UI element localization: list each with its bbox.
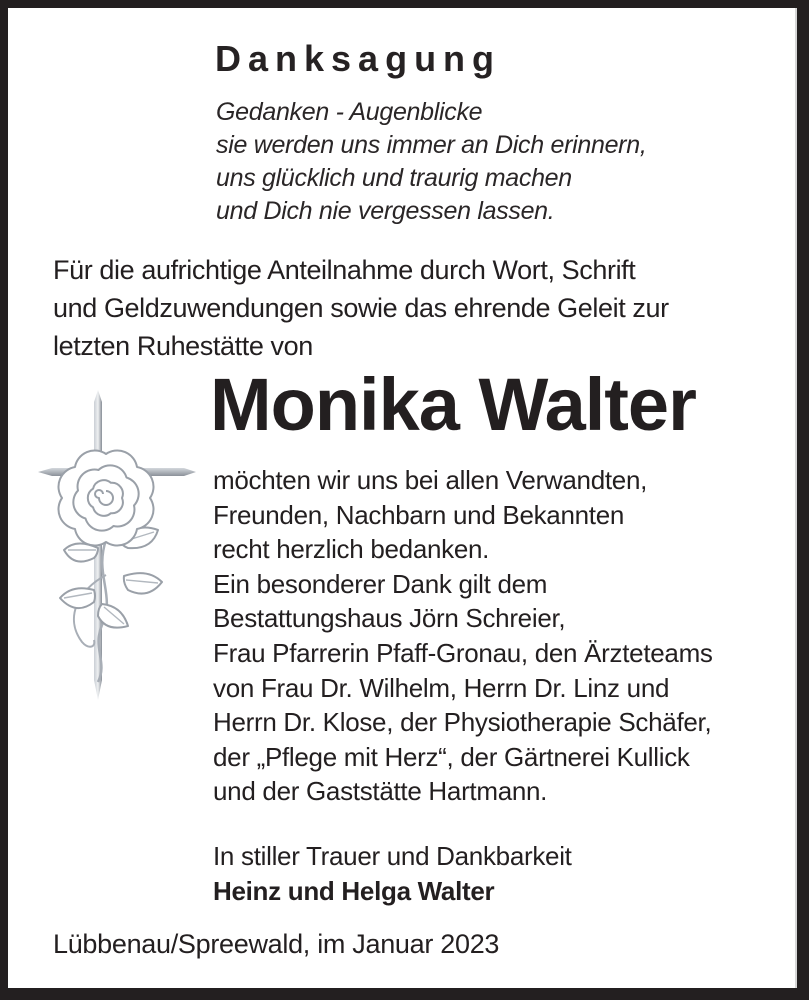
thanks-line: und der Gaststätte Hartmann. [213, 776, 548, 807]
notice-title: Danksagung [215, 38, 502, 79]
thanks-paragraph [213, 463, 713, 809]
poem-line: sie werden uns immer an Dich erinnern, [216, 131, 647, 159]
thanks-line: von Frau Dr. Wilhelm, Herrn Dr. Linz und [213, 672, 670, 703]
thanks-line: Herrn Dr. Klose, der Physiotherapie Schäfer, [213, 707, 712, 738]
intro-line: letzten Ruhestätte von [53, 331, 313, 361]
thanks-line: möchten wir uns bei allen Verwandten, [213, 465, 648, 495]
thanks-line: recht herzlich bedanken. [213, 534, 490, 565]
deceased-name: Monika Walter [210, 363, 696, 446]
thanks-line: Frau Pfarrerin Pfaff-Gronau, den Ärzteteams [213, 637, 713, 668]
intro-paragraph [53, 251, 669, 365]
closing-line: In stiller Trauer und Dankbarkeit [213, 841, 572, 871]
closing-block [213, 839, 572, 909]
thanks-line: Ein besonderer Dank gilt dem [213, 568, 548, 599]
place-date: Lübbenau/Spreewald, im Januar 2023 [53, 929, 500, 959]
intro-line: und Geldzuwendungen sowie das ehrende Geleit zur [53, 293, 669, 323]
intro-line: Für die aufrichtige Anteilnahme durch Wort, Schrift [53, 255, 636, 285]
notice-sheet [8, 8, 797, 988]
poem-line: und Dich nie vergessen lassen. [216, 197, 555, 225]
thanks-line: Bestattungshaus Jörn Schreier, [213, 603, 566, 634]
poem-line: uns glücklich und traurig machen [216, 164, 572, 192]
thanks-line: der „Pflege mit Herz“, der Gärtnerei Kullick [213, 741, 690, 772]
poem-line: Gedanken - Augenblicke [216, 98, 483, 126]
thanks-line: Freunden, Nachbarn und Bekannten [213, 499, 625, 530]
mourners-names: Heinz und Helga Walter [213, 876, 495, 906]
cross-rose-icon [36, 390, 201, 702]
memorial-poem [216, 96, 646, 228]
